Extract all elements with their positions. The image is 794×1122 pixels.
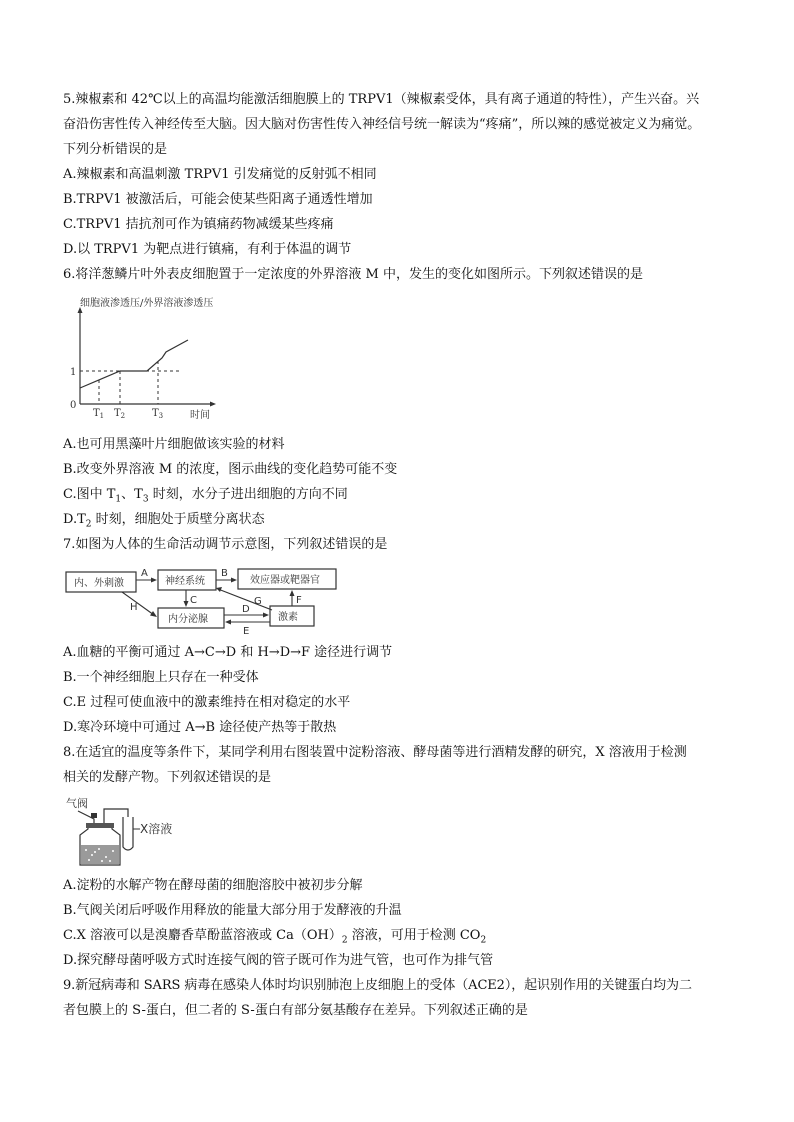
q6-xlabel: 时间: [190, 410, 210, 421]
q8-option-b: B.气阀关闭后呼吸作用释放的能量大部分用于发酵液的升温: [63, 903, 402, 918]
label-b: B: [221, 568, 228, 579]
q6-option-b: B.改变外界溶液 M 的浓度，图示曲线的变化趋势可能不变: [63, 462, 398, 477]
q8-valve-label: 气阀: [66, 797, 88, 810]
q6-t3-label: $T_3$: [152, 408, 164, 420]
box-nervous-label: 神经系统: [165, 576, 205, 587]
q8-apparatus: [64, 795, 194, 870]
q8-valve: [91, 813, 97, 818]
q8-test-tube: [123, 817, 133, 850]
q8-liquid: [81, 845, 119, 864]
arrow-e-head: [225, 620, 231, 625]
q6-ytick-1: 1: [70, 367, 77, 378]
box-hormone-label: 激素: [278, 612, 298, 623]
q5-stem-line-2: 奋沿伤害性传入神经传至大脑。因大脑对伤害性传入神经信号统一解读为“疼痛”，所以辣的感觉被定义为痛觉。: [63, 117, 701, 132]
label-c: C: [190, 595, 197, 606]
q5-option-a: A.辣椒素和高温刺激 TRPV1 引发痛觉的反射弧不相同: [63, 167, 377, 182]
q7-option-b: B.一个神经细胞上只存在一种受体: [63, 670, 259, 685]
q8-stem-line-2: 相关的发酵产物。下列叙述错误的是: [63, 770, 272, 785]
q6-x-axis-arrow: [210, 402, 216, 407]
q5-option-d: D.以 TRPV1 为靶点进行镇痛，有利于体温的调节: [63, 242, 352, 257]
q7-option-c: C.E 过程可使血液中的激素维持在相对稳定的水平: [63, 695, 351, 710]
arrow-g-head: [216, 587, 222, 592]
q5-stem-line-1: 5.辣椒素和 42℃以上的高温均能激活细胞膜上的 TRPV1（辣椒素受体，具有离子通道的特性），产生兴奋。兴: [63, 92, 700, 107]
label-e: E: [243, 626, 250, 637]
q6-graph-ylabel: 细胞液渗透压/外界溶液渗透压: [80, 298, 214, 309]
arrow-a-head: [151, 578, 157, 583]
q6-option-d: $D.T_2$ 时刻，细胞处于质壁分离状态: [63, 512, 265, 530]
q8-solution-label: X溶液: [140, 822, 173, 836]
label-f: F: [296, 595, 302, 606]
q5-option-b: B.TRPV1 被激活后，可能会使某些阳离子通透性增加: [63, 192, 373, 207]
label-h: H: [130, 602, 138, 613]
q6-t1-label: $T_1$: [93, 408, 105, 420]
box-endocrine-label: 内分泌腺: [168, 614, 208, 625]
arrow-d-head: [263, 613, 269, 618]
q7-diagram: [62, 560, 382, 638]
q9-stem-line-2: 者包膜上的 S-蛋白，但二者的 S-蛋白有部分氨基酸存在差异。下列叙述正确的是: [63, 1003, 528, 1018]
arrow-c-head: [184, 601, 189, 607]
q7-option-d: D.寒冷环境中可通过 A→B 途径使产热等于散热: [63, 720, 337, 735]
q8-stem-line-1: 8.在适宜的温度等条件下，某同学利用右图装置中淀粉溶液、酵母菌等进行酒精发酵的研究，X 溶液用于检测: [63, 745, 687, 760]
q8-option-a: A.淀粉的水解产物在酵母菌的细胞溶胶中被初步分解: [63, 878, 363, 893]
box-effector-label: 效应器或靶器官: [250, 575, 320, 586]
q6-curve: [80, 340, 188, 388]
arrow-b-head: [231, 578, 237, 583]
label-d: D: [242, 604, 250, 615]
q8-stopper: [86, 823, 114, 828]
arrow-f-head: [290, 590, 295, 596]
q8-apparatus-figure: [64, 795, 194, 870]
arrow-h-head: [150, 611, 157, 617]
q7-stem: 7.如图为人体的生命活动调节示意图，下列叙述错误的是: [63, 537, 388, 552]
q6-graph: [60, 292, 260, 427]
label-a: A: [141, 568, 148, 579]
q6-t2-label: $T_2$: [114, 408, 126, 420]
q6-option-a: A.也可用黑藻叶片细胞做该实验的材料: [63, 437, 285, 452]
q5-option-c: C.TRPV1 拮抗剂可作为镇痛药物减缓某些疼痛: [63, 217, 334, 232]
q9-stem-line-1: 9.新冠病毒和 SARS 病毒在感染人体时均识别肺泡上皮细胞上的受体（ACE2），起识别作用的关键蛋白均为二: [63, 978, 692, 993]
q6-graph-figure: [60, 292, 260, 427]
arrow-h: [122, 592, 154, 615]
box-stimulus-label: 内、外刺激: [74, 578, 124, 589]
q6-stem: 6.将洋葱鳞片叶外表皮细胞置于一定浓度的外界溶液 M 中，发生的变化如图所示。下列叙述错误的是: [63, 267, 643, 282]
label-g: G: [254, 596, 262, 607]
q7-option-a: A.血糖的平衡可通过 A→C→D 和 H→D→F 途径进行调节: [63, 645, 393, 660]
q6-option-c: C.图中 $T_1$、$T_3$ 时刻，水分子进出细胞的方向不同: [63, 487, 348, 505]
q5-stem-line-3: 下列分析错误的是: [63, 142, 168, 157]
q8-option-c: C.X 溶液可以是溴麝香草酚蓝溶液或 $Ca(OH)_2$ 溶液，可用于检测 $CO_2$: [63, 928, 487, 946]
q7-diagram-figure: [62, 560, 382, 638]
q8-option-d: D.探究酵母菌呼吸方式时连接气阀的管子既可作为进气管，也可作为排气管: [63, 953, 494, 968]
q6-origin: 0: [70, 400, 77, 411]
